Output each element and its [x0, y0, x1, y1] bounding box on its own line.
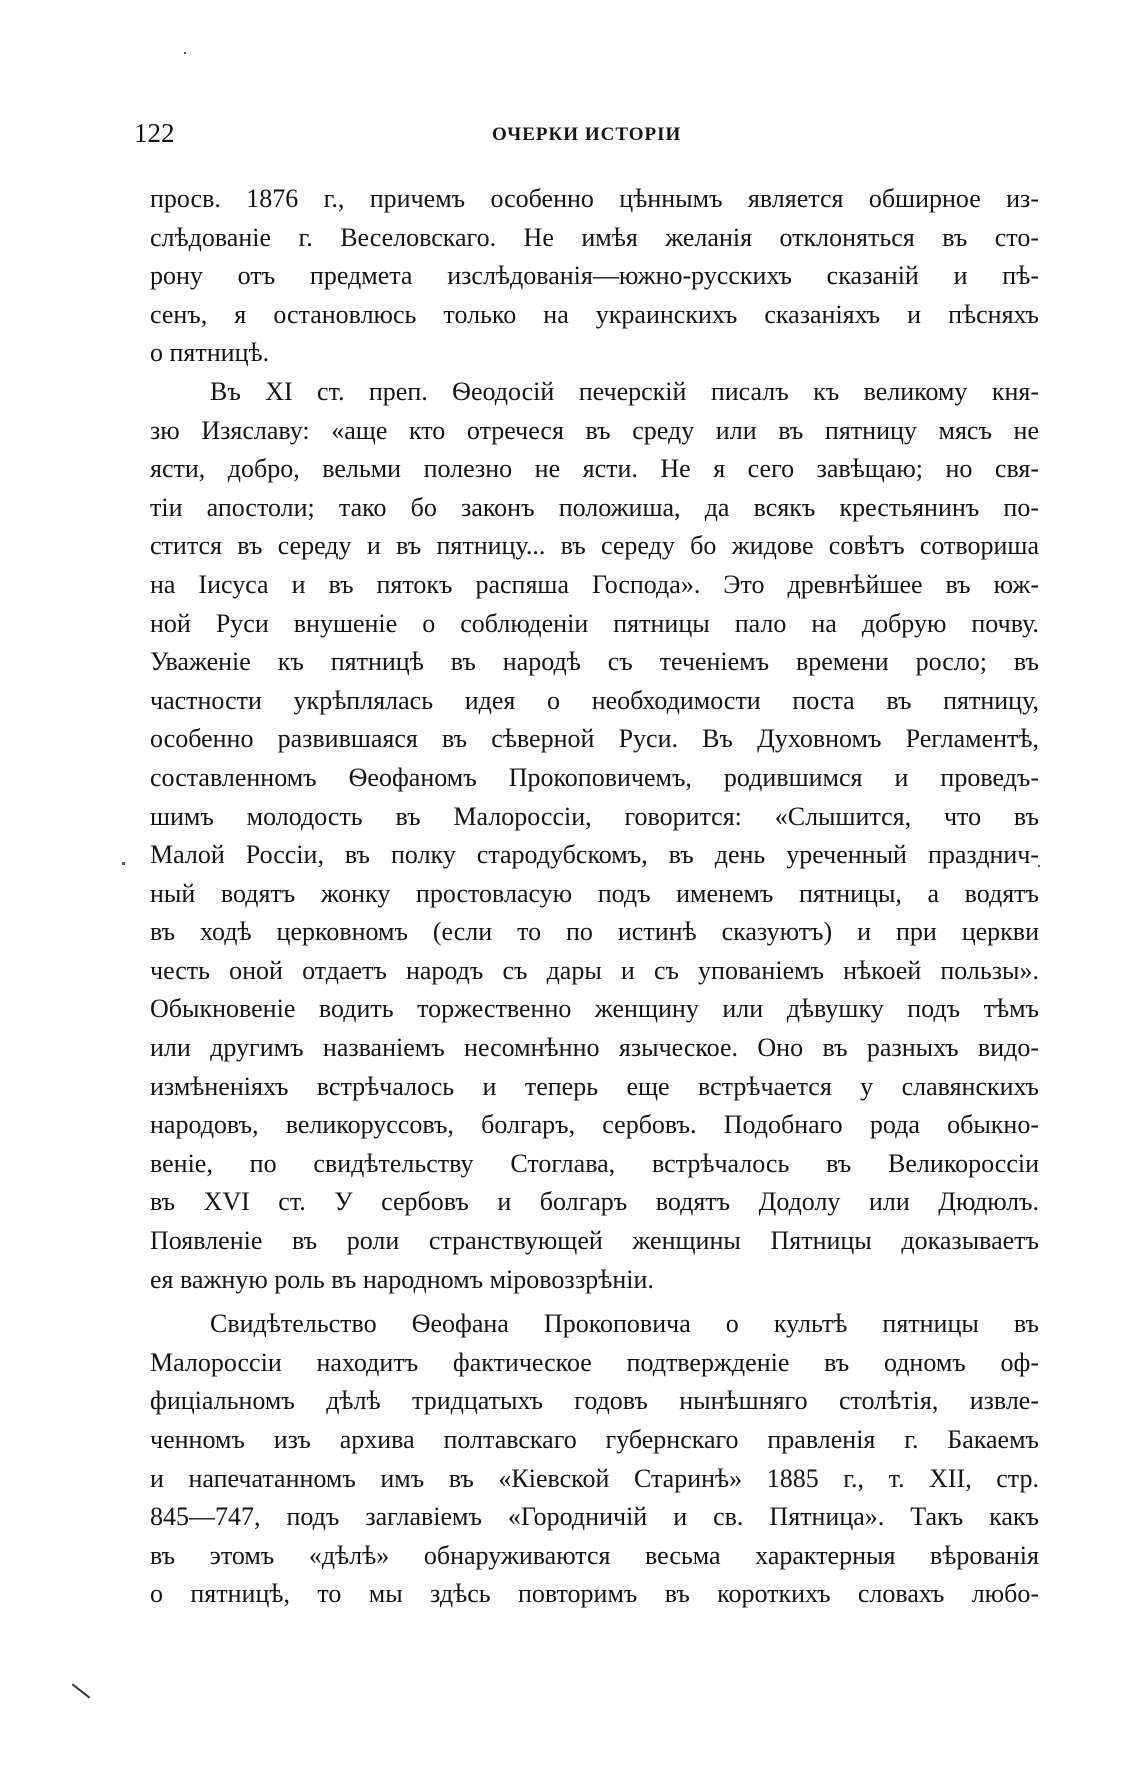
running-head — [132, 116, 1038, 156]
text-line: рону отъ предмета изслѣдованія—южно-русскихъ сказаній и пѣ- — [150, 261, 1039, 291]
text-line: шимъ молодость въ Малороссіи, говорится: «Слышится, что въ — [150, 801, 1039, 831]
text-line: веніе, по свидѣтельству Стоглава, встрѣчалось въ Великороссіи — [150, 1148, 1039, 1178]
text-line: Свидѣтельство Ѳеофана Прокоповича о культѣ пятницы въ — [210, 1309, 1039, 1339]
text-line: Обыкновеніе водить торжественно женщину или дѣвушку подъ тѣмъ — [150, 994, 1039, 1024]
text-line: и напечатанномъ имъ въ «Кіевской Старинѣ» 1885 г., т. XII, стр. — [150, 1463, 1039, 1493]
text-line: Появленіе въ роли странствующей женщины Пятницы доказываетъ — [150, 1226, 1039, 1256]
text-line: особенно развившаяся въ сѣверной Руси. Въ Духовномъ Регламентѣ, — [150, 724, 1039, 754]
paper-speck — [122, 862, 125, 865]
text-line: ея важную роль въ народномъ міровоззрѣніи. — [150, 1264, 654, 1294]
text-line: о пятницѣ. — [150, 338, 270, 368]
text-line: ный водятъ жонку простовласую подъ именемъ пятницы, а водятъ — [150, 878, 1039, 908]
text-line: Малой Россіи, въ полку стародубскомъ, въ день уреченный празднич- — [150, 840, 1039, 870]
text-line: ной Руси внушеніе о соблюденіи пятницы пало на добрую почву. — [150, 608, 1039, 638]
text-line: стится въ середу и въ пятницу... въ середу бо жидове совѣтъ сотвориша — [150, 531, 1039, 561]
text-line: въ ходѣ церковномъ (если то по истинѣ сказуютъ) и при церкви — [150, 917, 1039, 947]
text-line: Малороссіи находитъ фактическое подтвержденіе въ одномъ оф- — [150, 1347, 1039, 1377]
text-line: въ XVI ст. У сербовъ и болгаръ водятъ Додолу или Дюдюлъ. — [150, 1187, 1039, 1217]
text-line: Уваженіе къ пятницѣ въ народѣ съ теченіемъ времени росло; въ — [150, 647, 1039, 677]
text-line: составленномъ Ѳеофаномъ Прокоповичемъ, родившимся и проведъ- — [150, 762, 1039, 792]
margin-pencil-mark — [72, 1683, 91, 1698]
text-line: ченномъ изъ архива полтавскаго губернскаго правленія г. Бакаемъ — [150, 1425, 1039, 1454]
text-line: на Іисуса и въ пятокъ распяша Господа». Это древнѣйшее въ юж- — [150, 569, 1039, 599]
text-line: ясти, добро, вельми полезно не ясти. Не я сего завѣщаю; но свя- — [150, 454, 1039, 484]
text-line: Въ XI ст. преп. Ѳеодосій печерскій писалъ къ великому кня- — [210, 376, 1039, 406]
text-line: слѣдованіе г. Веселовскаго. Не имѣя желанія отклоняться въ сто- — [150, 222, 1039, 252]
text-line: честь оной отдаетъ народъ съ дары и съ упованіемъ нѣкоей пользы». — [150, 955, 1039, 985]
text-line: просв. 1876 г., причемъ особенно цѣннымъ является обширное из- — [150, 184, 1039, 213]
page-number: 122 — [134, 118, 175, 148]
text-line: или другимъ названіемъ несомнѣнно языческое. Оно въ разныхъ видо- — [150, 1033, 1039, 1063]
text-line: зю Изяславу: «аще кто отречеся въ среду или въ пятницу мясъ не — [150, 415, 1039, 445]
paper-speck — [184, 52, 186, 54]
running-title: ОЧЕРКИ ИСТОРІИ — [492, 124, 682, 145]
text-line: о пятницѣ, то мы здѣсь повторимъ въ короткихъ словахъ любо- — [150, 1579, 1039, 1609]
text-line: частности укрѣплялась идея о необходимости поста въ пятницу, — [150, 685, 1039, 715]
text-line: фиціальномъ дѣлѣ тридцатыхъ годовъ нынѣшняго столѣтія, извле- — [150, 1386, 1039, 1416]
text-line: народовъ, великоруссовъ, болгаръ, сербовъ. Подобнаго рода обыкно- — [150, 1110, 1039, 1140]
text-line: сенъ, я остановлюсь только на украинскихъ сказаніяхъ и пѣсняхъ — [150, 299, 1039, 329]
text-line: въ этомъ «дѣлѣ» обнаруживаются весьма характерныя вѣрованія — [150, 1540, 1039, 1570]
text-line: тіи апостоли; тако бо законъ положиша, да всякъ крестьянинъ по- — [150, 492, 1039, 522]
text-line: измѣненіяхъ встрѣчалось и теперь еще встрѣчается у славянскихъ — [150, 1071, 1039, 1101]
text-line: 845—747, подъ заглавіемъ «Городничій и св. Пятница». Такъ какъ — [150, 1502, 1039, 1532]
body-text — [150, 180, 1039, 1614]
